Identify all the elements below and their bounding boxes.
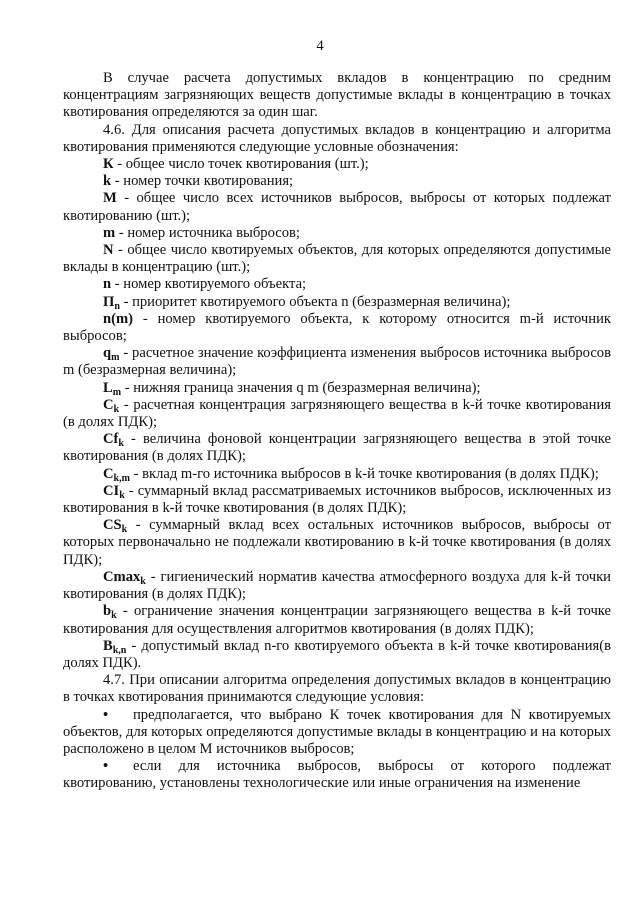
definition-Cmaxk: Cmax$_k$ - гигиенический норматив качества атмосферного воздуха для k-й точки квотирования (в долях ПДК); — [63, 568, 611, 603]
definition-Pn: $П_n$ - приоритет квотируемого объекта n (безразмерная величина); — [103, 293, 511, 312]
definition-m: m - номер источника выбросов; — [103, 224, 300, 241]
definition-n: n - номер квотируемого объекта; — [103, 276, 307, 293]
definition-bk: $b_k$ - ограничение значения концентрации загрязняющего вещества в k-й точке квотирования для осуществления алгоритмов квотирования (в долях ПДК); — [63, 603, 611, 637]
bullet-icon: • — [103, 706, 109, 723]
bullet-item: • предполагается, что выбрано К точек квотирования для N квотируемых объектов, для которых определяются допустимые вклады в концентрацию и на которых расположено в целом М источников выбросов; — [63, 706, 611, 757]
definition-Bkn: $В_{k,n}$ - допустимый вклад n-го квотируемого объекта в k-й точке квотирования(в долях ПДК). — [63, 637, 611, 671]
definition-N: N - общее число квотируемых объектов, для которых определяются допустимые вклады в концентрацию (шт.); — [63, 242, 611, 276]
page-body — [63, 70, 611, 793]
definition-CIk: $CI_k$ - суммарный вклад рассматриваемых источников выбросов, исключенных из квотирования в k-й точке квотирования (в долях ПДК); — [63, 482, 611, 517]
paragraph-4-7: 4.7. При описании алгоритма определения допустимых вкладов в концентрацию в точках квотирования принимаются следующие условия: — [63, 672, 611, 706]
bullet-icon: • — [103, 758, 109, 775]
definition-K: К - общее число точек квотирования (шт.); — [103, 156, 369, 173]
definition-qm: $q_m$ - расчетное значение коэффициента изменения выбросов источника выбросов m (безразмерная величина); — [63, 345, 611, 379]
page-number: 4 — [316, 38, 324, 54]
paragraph-intro: В случае расчета допустимых вкладов в концентрацию по средним концентрациям загрязняющих веществ допустимые вклады в концентрацию в точках квотирования определяются за один шаг. — [63, 70, 611, 121]
definition-n-of-m: n(m) - номер квотируемого объекта, к которому относится m-й источник выбросов; — [63, 310, 611, 345]
bullet-item: • если для источника выбросов, выбросы от которого подлежат квотированию, установлены технологические или иные ограничения на изменение — [63, 758, 611, 792]
definition-Lm: $L_m$ - нижняя граница значения q m (безразмерная величина); — [103, 379, 481, 398]
definition-CSk: $CS_k$ - суммарный вклад всех остальных источников выбросов, выбросы от которых первоначально не подлежали квотированию в k-й точке квотирования (в долях ПДК); — [63, 517, 611, 568]
definition-Ckm: $С_{k,m}$ - вклад m-го источника выбросов в k-й точке квотирования (в долях ПДК); — [103, 465, 599, 484]
definition-k: k - номер точки квотирования; — [103, 173, 294, 190]
paragraph-4-6: 4.6. Для описания расчета допустимых вкладов в концентрацию и алгоритма квотирования применяются следующие условные обозначения: — [63, 121, 611, 155]
definition-Cfk: $Cf_k$ - величина фоновой концентрации загрязняющего вещества в этой точке квотирования (в долях ПДК); — [63, 431, 611, 465]
definition-M: М - общее число всех источников выбросов, выбросы от которых подлежат квотированию (шт.); — [63, 190, 611, 224]
definition-Ck: $С_k$ - расчетная концентрация загрязняющего вещества в k-й точке квотирования (в долях ПДК); — [63, 396, 611, 431]
